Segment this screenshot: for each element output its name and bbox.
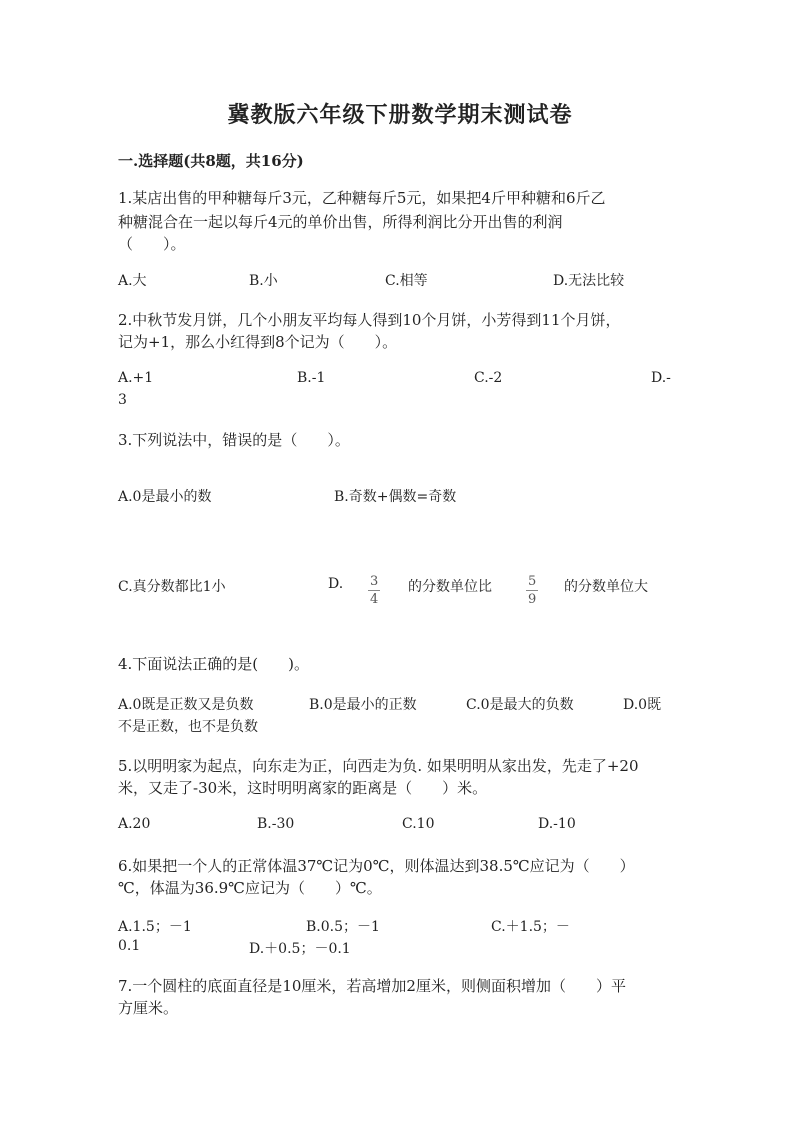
q1-option-b[interactable]: B.小: [249, 273, 278, 289]
q4-option-d-cont: 不是正数，也不是负数: [118, 719, 258, 735]
fraction-numerator: 3: [370, 574, 379, 589]
q2-line-2: 记为+1，那么小红得到8个记为（ ）。: [118, 333, 398, 351]
q7-line-2: 方厘米。: [118, 999, 179, 1017]
q5-option-c[interactable]: C.10: [402, 816, 435, 832]
q2-line-1: 2.中秋节发月饼，几个小朋友平均每人得到10个月饼，小芳得到11个月饼，: [118, 311, 621, 329]
fraction-denominator: 9: [528, 592, 537, 607]
q2-option-a[interactable]: A.+1: [118, 370, 154, 386]
q1-option-d[interactable]: D.无法比较: [553, 273, 625, 289]
q3-option-d-mid: 的分数单位比: [408, 579, 492, 595]
q3-option-c[interactable]: C.真分数都比1小: [118, 579, 226, 595]
page-title: 冀教版六年级下册数学期末测试卷: [227, 102, 573, 128]
q2-option-d[interactable]: D.-: [651, 370, 671, 386]
q6-option-c[interactable]: C.＋1.5；－: [491, 919, 570, 935]
q4-option-d[interactable]: D.0既: [623, 697, 662, 713]
q6-option-b[interactable]: B.0.5；－1: [306, 919, 380, 935]
q1-option-c[interactable]: C.相等: [385, 273, 428, 289]
q4-line-1: 4.下面说法正确的是( )。: [118, 655, 310, 673]
q6-option-c-cont: 0.1: [118, 938, 141, 954]
q5-option-a[interactable]: A.20: [118, 816, 151, 832]
q4-option-b[interactable]: B.0是最小的正数: [309, 697, 417, 713]
q3-option-b[interactable]: B.奇数+偶数=奇数: [334, 489, 457, 505]
q2-option-d-cont: 3: [118, 392, 127, 408]
q3-option-d-end: 的分数单位大: [564, 579, 648, 595]
q1-line-2: 种糖混合在一起以每斤4元的单价出售，所得利润比分开出售的利润: [118, 213, 563, 231]
q6-line-2: ℃，体温为36.9℃应记为（ ）℃。: [118, 879, 382, 897]
q5-line-1: 5.以明明家为起点，向东走为正，向西走为负. 如果明明从家出发，先走了+20: [118, 757, 639, 775]
q3-line-1: 3.下列说法中，错误的是（ ）。: [118, 431, 350, 449]
section-heading: 一.选择题(共8题，共16分): [118, 152, 304, 170]
q5-option-b[interactable]: B.-30: [257, 816, 295, 832]
q1-line-3: （ ）。: [118, 235, 186, 253]
q6-option-d[interactable]: D.＋0.5；－0.1: [249, 941, 351, 957]
q4-option-a[interactable]: A.0既是正数又是负数: [118, 697, 254, 713]
q2-option-b[interactable]: B.-1: [297, 370, 326, 386]
q2-option-c[interactable]: C.-2: [474, 370, 503, 386]
q4-option-c[interactable]: C.0是最大的负数: [466, 697, 574, 713]
fraction-3-4: [368, 570, 380, 606]
q7-line-1: 7.一个圆柱的底面直径是10厘米，若高增加2厘米，则侧面积增加（ ）平: [118, 977, 626, 995]
q1-option-a[interactable]: A.大: [118, 273, 147, 289]
q1-line-1: 1.某店出售的甲种糖每斤3元，乙种糖每斤5元，如果把4斤甲种糖和6斤乙: [118, 189, 606, 207]
q5-line-2: 米，又走了-30米，这时明明离家的距离是（ ）米。: [118, 779, 488, 797]
fraction-5-9: [526, 570, 538, 606]
q3-option-d[interactable]: D.: [328, 576, 344, 592]
q6-option-a[interactable]: A.1.5；－1: [118, 919, 192, 935]
q3-option-a[interactable]: A.0是最小的数: [118, 489, 212, 505]
fraction-numerator: 5: [528, 574, 537, 589]
q6-line-1: 6.如果把一个人的正常体温37℃记为0℃，则体温达到38.5℃应记为（ ）: [118, 857, 635, 875]
q5-option-d[interactable]: D.-10: [538, 816, 576, 832]
fraction-denominator: 4: [370, 592, 379, 607]
